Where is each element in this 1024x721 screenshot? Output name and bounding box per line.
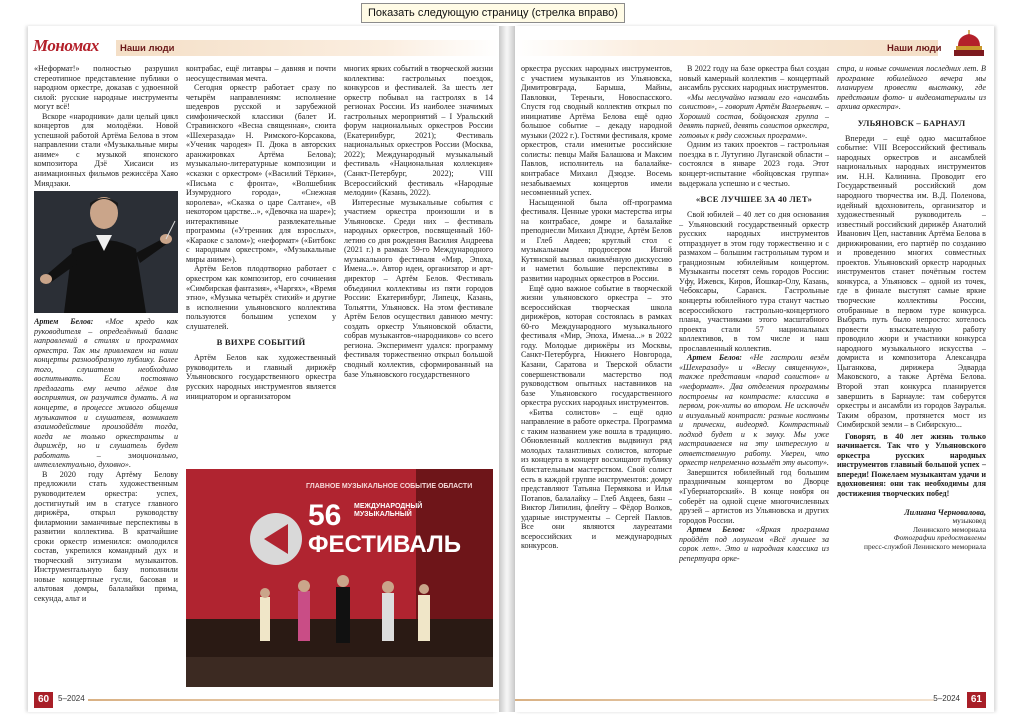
paragraph: оркестра русских народных инструментов, с участием музыкантов из Ульяновска, Димитровграда, Барыша, Майны, Павловки, Тереньги, Новоспасского. Спустя год сводный коллектив открыл по инициативе Артёма Белова ещё одно большое событие – декаду народной музыки (2022 г.). Гостями фестиваля, кроме оркестров, стали именитые российские солисты: певцы Майя Балашова и Максим Павлов, исполнитель на балалайке-контрабасе Михаил Дзюдзе. Восемь незабываемых концертов имели несомненный успех. (521, 64, 672, 198)
author-name: Лилиана Черновалова, (904, 507, 986, 517)
section-title: Наши люди (120, 43, 175, 54)
next-page-tooltip: Показать следующую страницу (стрелка вправо) (361, 3, 625, 23)
text-column-1 (521, 64, 672, 684)
photo-credit-source: пресс-службой Ленинского мемориала (864, 541, 986, 551)
paragraph: Сегодня оркестр работает сразу по четырём направлениям: исполнение шедевров русской и зарубежной симфонической классики (балет И. Стравинского «Весна священная», сюита «Шехеразада» Н. Римского-Корсакова, «Ученик чародея» П. Дюка в авторских аранжировках Артёма Белова); музыкально-литературные композиции и «сказки с оркестром» («Василий Тёркин», «Письма с фронта», «Волшебник Изумрудного города», «Снежная королева», «Сказка о царе Салтане», «В некотором царстве...», «Девочка на шаре»); интерактивные развлекательные программы («Утренник для взрослых», «Караоке с залом»); «неформат» («Битбокс с народным оркестром», «Музыкальные миры аниме»). (186, 83, 336, 264)
paragraph: многих ярких событий в творческой жизни коллектива: гастрольных поездок, конкурсов и фестивалей. За шесть лет оркестр побывал на гастролях в 14 регионах России. Из наиболее значимых гастрольных мероприятий – I Уральский форум национальных оркестров России (Екатеринбург, 2021); Фестиваль национальных оркестров России (Москва, 2022); Международный музыкальный фестиваль «Национальная коллекция» (Санкт-Петербург, 2022); VIII Всероссийский фестиваль «Народные мелодии» (Казань, 2022). (344, 64, 493, 198)
author-signature (837, 509, 986, 552)
paragraph: Артём Белов как художественный руководитель и главный дирижёр Ульяновского государственного оркестра русских народных инструментов является инициатором и организатором (186, 353, 336, 401)
section-heading: УЛЬЯНОВСК – БАРНАУЛ (857, 117, 966, 128)
header-band (515, 40, 938, 56)
author-org: Ленинского мемориала (913, 524, 986, 534)
text-column-3 (344, 64, 493, 444)
paragraph: Интересные музыкальные события с участием оркестра произошли и в Ульяновске. Среди них – фестиваль народных оркестров, посвященный 160-летию со дня рождения Василия Андреева (2021 г.) в рамках 59-го Международного музыкального фестиваля «Мир, Эпоха, Имена...». Автор идеи, организатор и арт-директор – Артём Белов. Фестиваль объединил коллективы из пяти городов России: Екатеринбург, Липецк, Казань, Тольятти, Ульяновск. На этом фестивале Артём Белов осуществил давнюю мечту: создать оркестр Ульяновской области, собрав музыкантов-«народников» со всего региона. Эксперимент удался: программу фестиваля торжественно открыл большой сводный коллектив, сформированный на базе Ульяновского государственного (344, 197, 493, 379)
page-number: 60 (34, 692, 53, 708)
left-page[interactable] (28, 26, 499, 712)
paragraph: Одним из таких проектов – гастрольная поездка в г. Лутугино Луганской области – состоялся в январе 2023 года. Этот концерт-испытание «бойцовская группа» выдержала успешно и с честью. (679, 140, 829, 188)
magazine-logo: Мономах (33, 36, 99, 55)
author-role: музыковед (952, 516, 986, 526)
paragraph: Завершится юбилейный год большим праздничным концертом во Дворце «Губернаторский». В конце ноября он соберёт на одной сцене многочисленных друзей – артистов из Ульяновска и других городов России. (679, 467, 829, 525)
kremlin-dome-icon (952, 30, 986, 56)
caption-lead: Артем Белов: (34, 317, 94, 327)
book-gutter (499, 26, 515, 712)
closing-paragraph: Говорят, в 40 лет жизнь только начинается. Так что у Ульяновского оркестра русских народных инструментов главный большой успех – впереди! Пожелаем музыкантам удачи и вдохновения: они так необходимы для достижения творческих побед! (837, 431, 986, 498)
quote-text: «Не гастроли везём «Шехеразаду» и «Весну священную», также представим «парад солистов» и «неформат». Два отделения программы построены на контрасте: классика в первом, рок-хиты во втором. Не исключён и визуальный контраст: разные костюмы и прически, видеоряд. Контрастный подход будет и к звуку. Мы уже настраиваемся на эту интересную и ответственную работу. Уверен, что оркестр непременно возьмёт эту высоту». (679, 353, 829, 468)
text-column-2 (679, 64, 829, 684)
footer-rule (88, 699, 499, 701)
photo-caption: «Мое кредо как руководителя – определённый баланс направлений в стилях и программах оркестра. Так мы привлекаем на наши концерты разнообразную публику. Более того, слушателя необходимо воспитывать. Если постоянно предлагать ему нечто лёгкое для восприятия, он разучится думать. А на концерте, в процессе живого общения музыкантов и слушателя, возникает взаимодействие произойдёт тогда, когда не только оркестранты и дирижёр, но и слушатель будет работать – эмоционально, интеллектуально, духовно». (34, 317, 178, 470)
paragraph: «Неформат!» полностью разрушил стереотипное представление публики о народном оркестре, доказав с удвоенной силой: русские народные инструменты могут всё! (34, 64, 178, 112)
issue-label: 5–2024 (58, 694, 85, 703)
festival-stage-photo (186, 469, 493, 687)
page-number: 61 (967, 692, 986, 708)
section-heading: «ВСЕ ЛУЧШЕЕ ЗА 40 ЛЕТ» (695, 194, 813, 205)
banner-subtitle: МЕЖДУНАРОДНЫЙ МУЗЫКАЛЬНЫЙ (354, 503, 423, 518)
section-heading: В ВИХРЕ СОБЫТИЙ (216, 337, 306, 348)
text-column-3 (837, 64, 986, 684)
conductor-figure-icon (34, 191, 178, 313)
paragraph: Насыщенной была off-программа фестиваля. Ценные уроки мастерства игры на контрабасе, домре и балалайке преподнесли Михаил Дзюдзе, Артём Белов и Глеб Авдеев; круглый стол с музыкальным продюсером Ингой Кутянской вызвал оживлённую дискуссию и наметил большие перспективы в развитии народных оркестров в России. (521, 197, 672, 284)
paragraph: контрабас, ещё литавры – давняя и почти неосуществимая мечта. (186, 64, 336, 83)
quote-paragraph: стра, и новые сочинения последних лет. В программе юбилейного вечера мы планируем провести выставку, где представим фото- и видеоматериалы из архива оркестра». (837, 64, 986, 112)
right-page[interactable] (515, 26, 994, 712)
quote-paragraph: «Мы неслучайно назвали его «ансамбль солистов», – говорит Артём Валерьевич. – Хороший состав, бойцовская группа – девять парней, девять солистов оркестра, готовых к ряду сложных программ». (679, 92, 829, 140)
paragraph: В 2022 году на базе оркестра был создан новый камерный коллектив – концертный ансамбль русских народных инструментов. (679, 64, 829, 93)
banner-tagline: ГЛАВНОЕ МУЗЫКАЛЬНОЕ СОБЫТИЕ ОБЛАСТИ (306, 483, 473, 490)
section-title: Наши люди (887, 43, 942, 54)
left-footer (28, 692, 499, 708)
paragraph: Артём Белов плодотворно работает с оркестром как композитор, его сочинения «Симбирская фантазия», «Чаргях», «Время этно», «Музыка четырёх стихий» и другие в исполнении ульяновского коллектива пользуются большим успехом у слушателей. (186, 264, 336, 331)
text-column-1 (34, 64, 178, 684)
banner-title: ФЕСТИВАЛЬ (308, 531, 461, 558)
right-footer (515, 692, 994, 708)
paragraph: Впереди – ещё одно масштабное событие: VIII Всероссийский фестиваль народных оркестров и ансамблей национальных народных инструментов им. Н.Н. Калинина. Проводит его Государственный российский дом народного творчества им. В.Д. Поленова, идейный вдохновитель, организатор и художественный руководитель – известный российский дирижёр Анатолий Иванович Цеп, наставник Артёма Белова в дирижировании, его партнёр по созданию и проведению многих совместных проектов. Ульяновский оркестр народных инструментов станет почётным гостем конкурса, а Ульяновск – одной из точек, где в финале выступят самые яркие творческие коллективы России, отобранные в первом туре конкурса. Выбрать путь было непросто: хотелось провести взыскательную работу проводило жюри и участники конкурса народного музыкального искусства – домриста и композитора Александра Цыганкова, дирижера Эдварда Маковского, а также Артёма Белова. Второй этап конкурса планируется завершить в Барнауле: там соберутся оркестры и ансамбли из городов Зауралья. Таким образом, протянется мост из Симбирской земли – в Сибирскую... (837, 133, 986, 430)
footer-rule (515, 699, 934, 701)
issue-label: 5–2024 (933, 694, 960, 703)
quote-text: «Яркая программа пройдёт под лозунгом «Всё лучшее за сорок лет». Это и народная классика из репертуара орке- (679, 525, 829, 563)
banner-number: 56 (308, 499, 342, 532)
paragraph: Свой юбилей – 40 лет со дня основания – Ульяновский государственный оркестр русских народных инструментов отпразднует в этом году торжественно и с размахом – большим гастрольным туром и грандиозным юбилейным концертом. Музыканты посетят семь городов России: Уфу, Ижевск, Киров, Йошкар-Олу, Казань, Чебоксары, Саранск. Гастрольные концерты юбилейного тура станут частью всероссийского гастрольно-концертного плана, участниками этого масштабного проекта стали 57 национальных коллективов, в том числе и наш прославленный коллектив. (679, 210, 829, 353)
paragraph: «Битва солистов» – ещё одно направление в работе оркестра. Программа с таким названием уже вошла в традицию. Обновленный коллектив выдвинул ряд молодых талантливых солистов, которые из концерта в концерт восхищают публику блистательным мастерством. Свой солист есть в каждой группе инструментов: домру представляют Татьяна Пермякова и Илья Потапов, балалайку – Глеб Авдеев, баян – Виктор Липилин, флейту – Фёдор Волков, ударные инструменты – Сергей Павлов. Все они являются лауреатами всероссийских и международных конкурсов. (521, 407, 672, 551)
conductor-photo (34, 191, 178, 313)
quote-lead: Артем Белов: (687, 353, 742, 363)
photo-credit: Фотографии предоставлены (893, 533, 986, 543)
paragraph: Ещё одно важное событие в творческой жизни ульяновского оркестра – это всероссийская творческая школа дирижёров, которая состоялась в рамках 60-го Международного музыкального фестиваля «Мир, Эпоха, Имена...» в 2022 году. Молодые дирижёры из Москвы, Санкт-Петербурга, Нижнего Новгорода, Казани, Саратова и Тверской области совершенствовали мастерство под руководством опытных наставников на базе Ульяновского государственного оркестра русских народных инструментов. (521, 283, 672, 408)
paragraph: Вскоре «народники» дали целый цикл концертов для молодёжи. Новой успешной работой Артёма Белова в этом направлении стали «Музыкальные миры аниме» с музыкой японского композитора Дзё Хисаиси из анимационных фильмов режиссёра Хаяо Миядзаки. (34, 111, 178, 188)
quote-lead: Артем Белов: (687, 525, 746, 535)
paragraph: В 2020 году Артёму Белову предложили стать художественным руководителем оркестра: успех, достигнутый им в статусе главного дирижёра, открыл руководству филармонии заманчивые перспективы в развитии коллектива. В кратчайшие сроки оркестр изменился: омолодился состав, укрепился командный дух и творческий энтузиазм музыкантов. Инструментальную базу пополнили новые концертные гусли, басовая и альтовая домры, балалайки прима, секунда, альт и (34, 469, 178, 603)
